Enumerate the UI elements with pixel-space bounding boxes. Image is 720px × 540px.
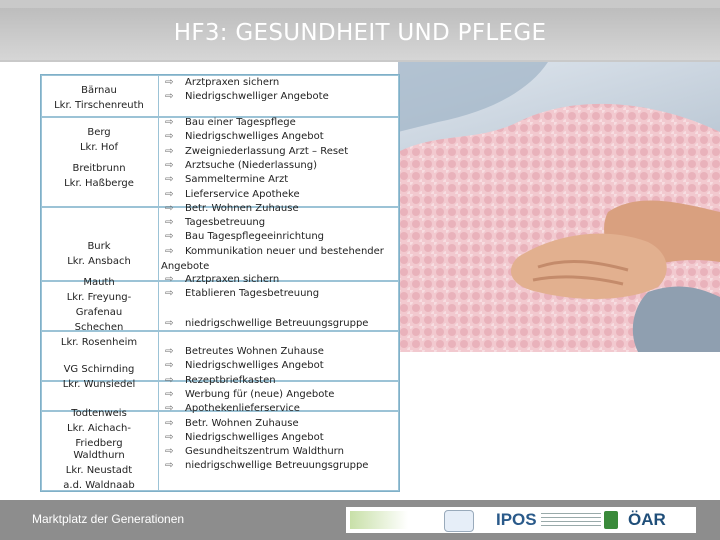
measure-item (165, 130, 324, 144)
location-label: Todtenweis Lkr. Aichach- Friedberg (67, 408, 131, 449)
measure-item (165, 317, 368, 331)
measure-text: Zweigniederlassung Arzt – Reset (185, 145, 349, 157)
arrow-right-outline-icon: ⇨ (165, 174, 174, 186)
location-label: Schechen Lkr. Rosenheim (60, 322, 138, 348)
measure-text: Etablieren Tagesbetreuung (185, 288, 320, 300)
arrow-right-outline-icon: ⇨ (165, 159, 174, 171)
location-label: Bärnau Lkr. Tirschenreuth (54, 85, 144, 111)
measure-item (165, 417, 299, 431)
footer-text: Marktplatz der Generationen (32, 512, 185, 526)
arrow-right-outline-icon: ⇨ (165, 431, 174, 443)
arrow-right-outline-icon: ⇨ (165, 77, 174, 88)
measure-item (165, 431, 324, 445)
measure-text: Arztpraxen sichern (185, 274, 280, 285)
ipos-logo: IPOS (496, 510, 537, 529)
measure-item (165, 216, 265, 230)
arrow-right-outline-icon: ⇨ (165, 117, 174, 128)
arrow-right-outline-icon: ⇨ (165, 417, 174, 429)
photo-hands-blanket (398, 62, 720, 352)
measure-item (165, 359, 324, 373)
institute-logo-text (541, 513, 601, 527)
measure-text: Arztpraxen sichern (185, 77, 280, 88)
measure-text: Rezeptbriefkasten (185, 374, 276, 386)
measure-text: Bau einer Tagespflege (185, 117, 296, 128)
measure-text: Niedrigschwelliges Angebot (185, 131, 324, 143)
measure-text: Gesundheitszentrum Waldthurn (185, 446, 344, 458)
hands-photo-illustration (398, 62, 720, 352)
arrow-right-outline-icon: ⇨ (165, 446, 174, 458)
arrow-right-outline-icon: ⇨ (165, 131, 174, 143)
arrow-right-outline-icon: ⇨ (165, 388, 174, 400)
location-label: Burk Lkr. Ansbach (67, 241, 131, 267)
measure-item (165, 245, 384, 259)
arrow-right-outline-icon: ⇨ (165, 318, 174, 329)
arrow-right-outline-icon: ⇨ (165, 188, 174, 200)
measure-item (165, 345, 324, 359)
arrow-right-outline-icon: ⇨ (165, 460, 174, 472)
arrow-right-outline-icon: ⇨ (165, 245, 174, 257)
measure-item (165, 388, 334, 402)
measure-item (165, 202, 299, 216)
measure-item (165, 402, 300, 416)
measures-table (40, 74, 400, 492)
measure-item (165, 76, 279, 90)
measure-text: Apothekenlieferservice (185, 403, 300, 415)
measure-continuation: Angebote (161, 261, 210, 272)
arrow-right-outline-icon: ⇨ (165, 145, 174, 157)
leaf-logo (604, 511, 618, 529)
measure-item (165, 90, 329, 104)
measure-text: Niedrigschwelliges Angebot (185, 360, 324, 372)
measure-item (165, 459, 368, 473)
oear-logo: ÖAR (628, 510, 666, 529)
measure-item (165, 445, 344, 459)
measure-text: Kommunikation neuer und bestehender (185, 245, 384, 257)
measure-item (165, 188, 300, 202)
measure-text: Sammeltermine Arzt (185, 174, 289, 186)
measure-text: Niedrigschwelliges Angebot (185, 431, 324, 443)
location-label: Breitbrunn Lkr. Haßberge (64, 163, 134, 189)
location-label: Waldthurn Lkr. Neustadt a.d. Waldnaab (63, 450, 135, 491)
arrow-right-outline-icon: ⇨ (165, 374, 174, 386)
measure-item (165, 374, 276, 388)
measure-text: Tagesbetreuung (185, 217, 266, 229)
page-title: HF3: GESUNDHEIT UND PFLEGE (173, 20, 547, 46)
measure-text: Arztsuche (Niederlassung) (185, 159, 318, 171)
bavaria-crest-logo (444, 510, 474, 532)
measure-item (165, 173, 288, 187)
measure-item (165, 145, 348, 159)
measure-text: Werbung für (neue) Angebote (185, 388, 335, 400)
measure-item (165, 287, 319, 301)
location-label: Mauth Lkr. Freyung- Grafenau (66, 277, 132, 318)
ministry-logo (350, 511, 408, 529)
measure-item (165, 116, 296, 130)
arrow-right-outline-icon: ⇨ (165, 202, 174, 214)
partner-logos (346, 507, 696, 533)
arrow-right-outline-icon: ⇨ (165, 231, 174, 243)
location-label: Berg Lkr. Hof (79, 127, 119, 153)
measure-text: niedrigschwellige Betreuungsgruppe (185, 318, 369, 329)
arrow-right-outline-icon: ⇨ (165, 346, 174, 357)
measure-item (165, 230, 324, 244)
measure-item (165, 159, 317, 173)
measure-text: Betr. Wohnen Zuhause (185, 202, 299, 214)
measure-text: Lieferservice Apotheke (185, 188, 300, 200)
location-label: VG Schirnding Lkr. Wunsiedel (62, 364, 136, 390)
measure-item (165, 273, 279, 287)
arrow-right-outline-icon: ⇨ (165, 274, 174, 285)
measure-text: Niedrigschwelliger Angebote (185, 91, 329, 103)
arrow-right-outline-icon: ⇨ (165, 288, 174, 300)
arrow-right-outline-icon: ⇨ (165, 403, 174, 415)
arrow-right-outline-icon: ⇨ (165, 91, 174, 103)
arrow-right-outline-icon: ⇨ (165, 217, 174, 229)
arrow-right-outline-icon: ⇨ (165, 360, 174, 372)
measure-text: Bau Tagespflegeeinrichtung (185, 231, 325, 243)
measure-text: Betr. Wohnen Zuhause (185, 417, 299, 429)
measure-text: Betreutes Wohnen Zuhause (185, 346, 324, 357)
measure-text: niedrigschwellige Betreuungsgruppe (185, 460, 369, 472)
